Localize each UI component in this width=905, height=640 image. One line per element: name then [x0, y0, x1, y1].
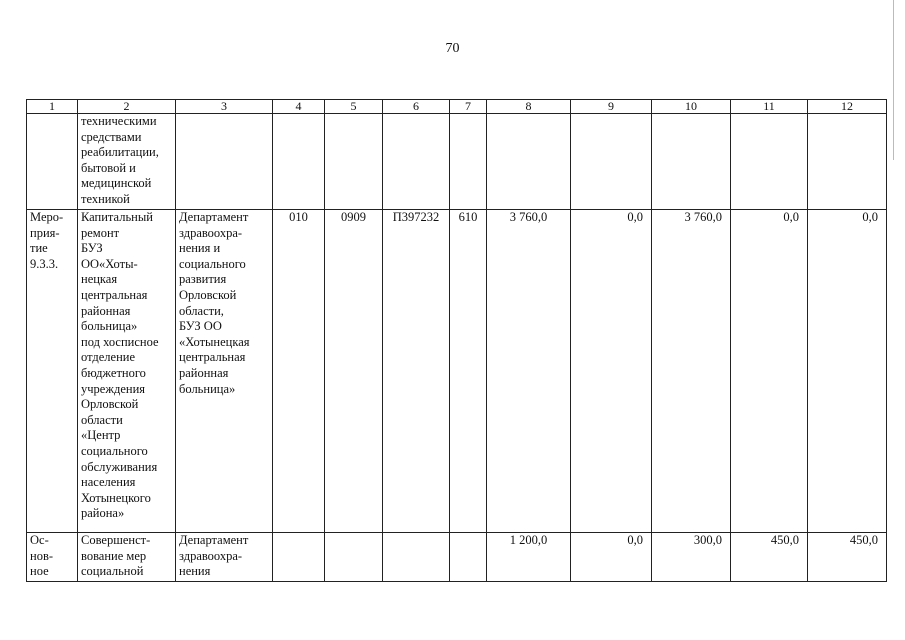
cell-line: бюджетного: [81, 365, 146, 380]
header-cell: 1: [27, 100, 78, 114]
row-c-col1: [27, 533, 78, 582]
cell-line: «Центр: [81, 428, 121, 443]
cell-line: прия-: [30, 225, 60, 240]
cell-line: ное: [30, 564, 49, 579]
row-c-col9: 0,0: [571, 533, 652, 582]
row-b-col3: [176, 210, 273, 533]
cell-line: развития: [179, 272, 227, 287]
row-c-col10: 300,0: [652, 533, 731, 582]
cell-line: учреждения: [81, 381, 146, 396]
row-c-col2: [78, 533, 176, 582]
cell-line: центральная: [179, 350, 246, 365]
header-cell: 3: [176, 100, 273, 114]
header-cell: 5: [325, 100, 383, 114]
cell-line: больница»: [81, 319, 138, 334]
cell-line: Меро-: [30, 210, 64, 224]
row-c-col3: [176, 533, 273, 582]
cell-line: медицинской: [81, 176, 152, 191]
row-b-col10: 3 760,0: [652, 210, 731, 533]
row-b-col7: 610: [450, 210, 487, 533]
row-c-col8: 1 200,0: [487, 533, 571, 582]
header-cell: 4: [273, 100, 325, 114]
header-cell: 12: [808, 100, 887, 114]
row-b-col5: 0909: [325, 210, 383, 533]
cell-line: нов-: [30, 548, 54, 563]
row-b-col4: 010: [273, 210, 325, 533]
header-cell: 10: [652, 100, 731, 114]
cell-line: нения и: [179, 241, 221, 256]
row-a-col2: [78, 114, 176, 210]
cell-line: социального: [81, 443, 148, 458]
table-row: [27, 210, 887, 533]
table-row: [27, 533, 887, 582]
header-cell: 7: [450, 100, 487, 114]
cell-line: средствами: [81, 129, 142, 144]
cell-line: нецкая: [81, 272, 118, 287]
cell-line: отделение: [81, 350, 136, 365]
row-c-col12: 450,0: [808, 533, 887, 582]
cell-line: Хотынецкого: [81, 490, 151, 505]
cell-line: области: [81, 412, 123, 427]
row-c-col11: 450,0: [731, 533, 808, 582]
header-cell: 11: [731, 100, 808, 114]
cell-line: здравоохра-: [179, 225, 243, 240]
cell-line: «Хотынецкая: [179, 334, 250, 349]
cell-line: здравоохра-: [179, 548, 243, 563]
cell-line: вование мер: [81, 548, 147, 563]
cell-line: районная: [179, 365, 229, 380]
cell-line: БУЗ ОО: [179, 319, 222, 334]
cell-line: реабилитации,: [81, 145, 159, 160]
cell-line: района»: [81, 506, 125, 521]
row-b-col9: 0,0: [571, 210, 652, 533]
cell-line: бытовой и: [81, 160, 136, 175]
cell-line: Совершенст-: [81, 533, 151, 547]
cell-line: районная: [81, 303, 131, 318]
row-b-col12: 0,0: [808, 210, 887, 533]
cell-line: области,: [179, 303, 224, 318]
cell-line: социальной: [81, 564, 144, 579]
cell-line: Департамент: [179, 533, 249, 547]
header-cell: 2: [78, 100, 176, 114]
cell-line: под хосписное: [81, 334, 159, 349]
page-number: 70: [445, 41, 460, 56]
cell-line: ремонт: [81, 225, 120, 240]
row-b-col1: [27, 210, 78, 533]
cell-line: техническими: [81, 114, 157, 128]
scan-edge-line: [893, 0, 894, 160]
header-row: [27, 100, 887, 114]
cell-line: обслуживания: [81, 459, 158, 474]
header-cell: 8: [487, 100, 571, 114]
cell-line: социального: [179, 256, 246, 271]
budget-table: [26, 99, 887, 582]
table-row: [27, 114, 887, 210]
cell-line: ОО«Хоты-: [81, 256, 138, 271]
cell-line: Департамент: [179, 210, 249, 224]
cell-line: Орловской: [179, 287, 237, 302]
row-b-col8: 3 760,0: [487, 210, 571, 533]
cell-line: Орловской: [81, 397, 139, 412]
cell-line: техникой: [81, 191, 130, 206]
cell-line: 9.3.3.: [30, 256, 59, 271]
row-b-col11: 0,0: [731, 210, 808, 533]
row-b-col2: [78, 210, 176, 533]
row-b-col6: П397232: [383, 210, 450, 533]
cell-line: Ос-: [30, 533, 49, 547]
header-cell: 9: [571, 100, 652, 114]
cell-line: тие: [30, 241, 48, 256]
header-cell: 6: [383, 100, 450, 114]
cell-line: Капитальный: [81, 210, 153, 224]
cell-line: нения: [179, 564, 211, 579]
cell-line: населения: [81, 475, 136, 490]
cell-line: БУЗ: [81, 241, 103, 256]
cell-line: центральная: [81, 287, 148, 302]
cell-line: больница»: [179, 381, 236, 396]
